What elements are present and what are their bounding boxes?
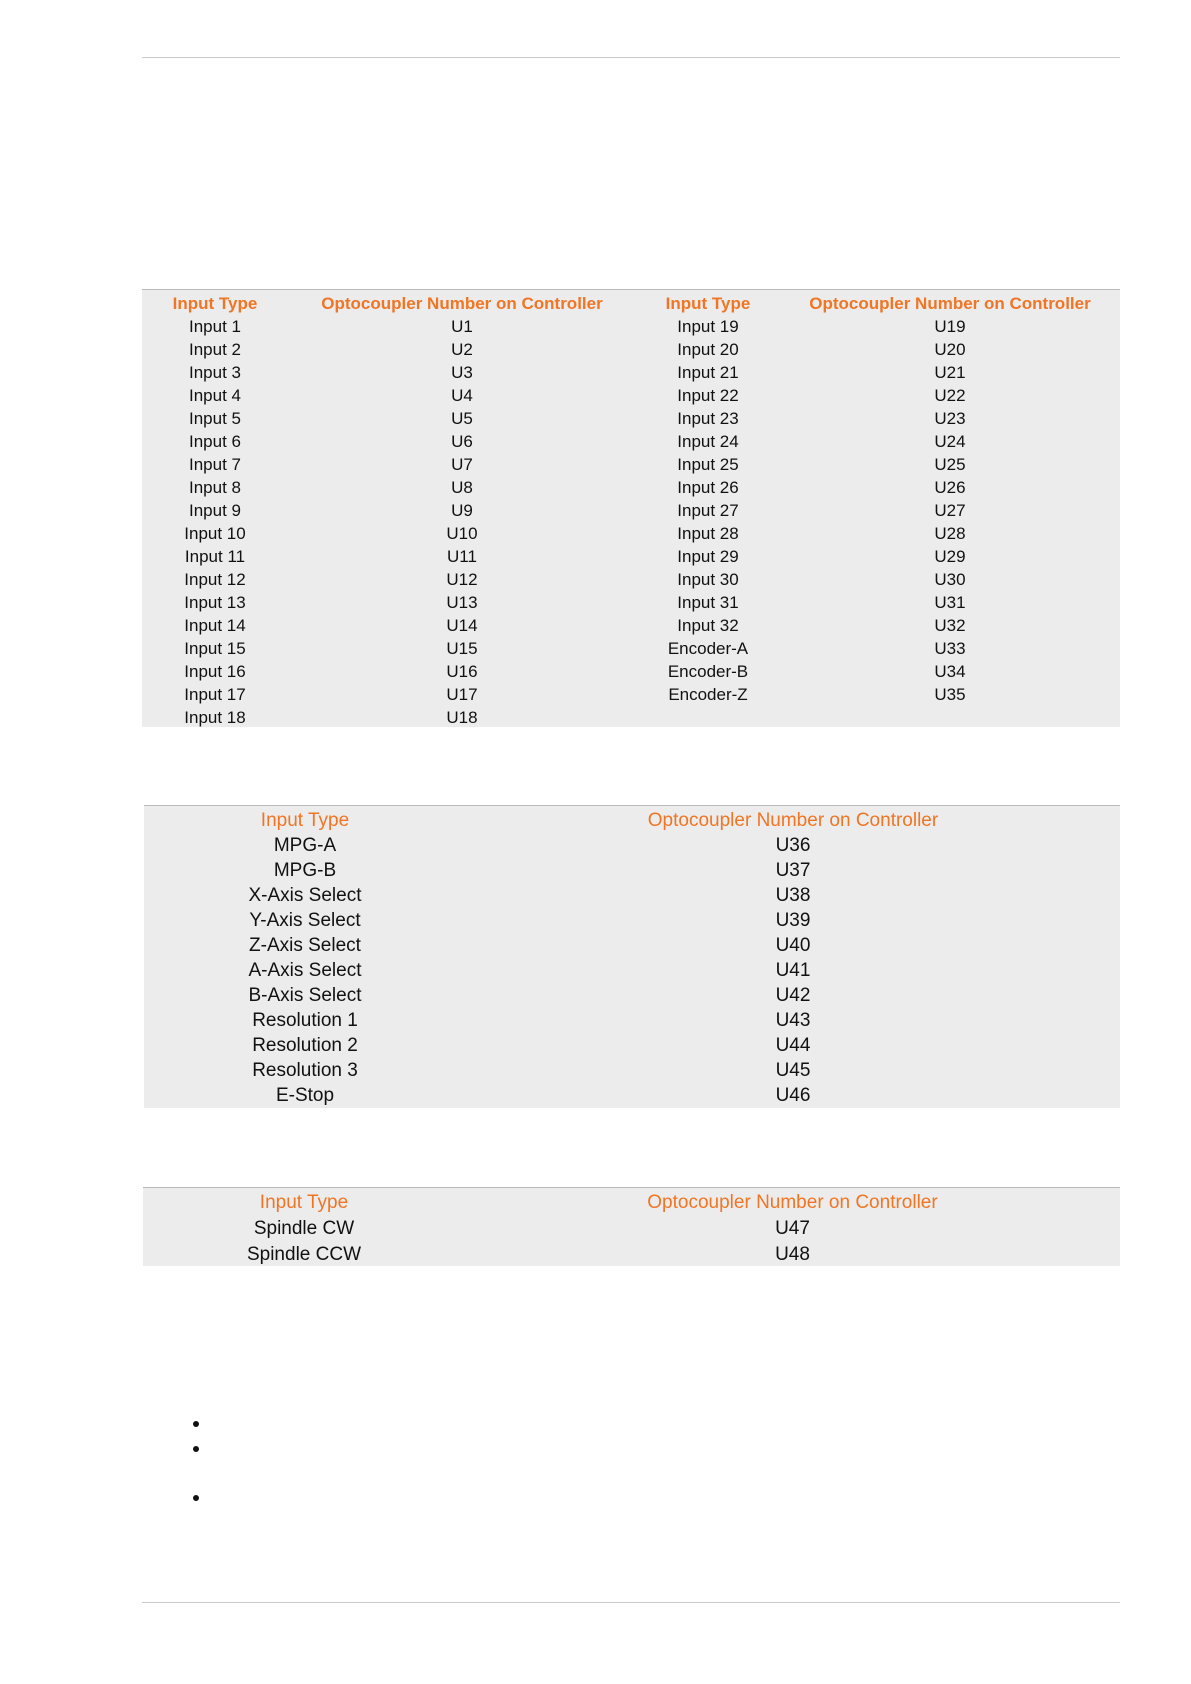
table-cell: Encoder-A — [667, 639, 749, 658]
table-cell: U37 — [775, 860, 811, 881]
table-cell: U6 — [451, 432, 473, 451]
table-cell: Input 20 — [677, 340, 739, 359]
table-cell: MPG-B — [273, 860, 337, 881]
table-row — [142, 407, 1120, 430]
table-row — [144, 908, 1120, 933]
table-cell: Resolution 2 — [252, 1035, 358, 1056]
column-header: Input Type — [172, 294, 258, 313]
table-cell — [636, 706, 780, 729]
table-cell: E-Stop — [275, 1085, 335, 1106]
table-cell: U16 — [446, 662, 478, 681]
table-cell: U2 — [451, 340, 473, 359]
table-cell: U47 — [775, 1218, 810, 1239]
table-cell: U22 — [934, 386, 966, 405]
table-cell: U43 — [775, 1010, 811, 1031]
table-cell: U41 — [775, 960, 811, 981]
table-cell: Input 27 — [677, 501, 739, 520]
table-cell: Spindle CCW — [246, 1244, 362, 1265]
table-cell: Resolution 3 — [252, 1060, 358, 1081]
table-cell: B-Axis Select — [248, 985, 362, 1006]
table-cell: U25 — [934, 455, 966, 474]
header-rule — [142, 57, 1120, 58]
table-cell: U8 — [451, 478, 473, 497]
table-row — [142, 545, 1120, 568]
table-cell: Input 8 — [189, 478, 241, 497]
table-cell: Encoder-Z — [668, 685, 748, 704]
column-header: Input Type — [260, 810, 350, 831]
table-cell: U44 — [775, 1035, 811, 1056]
list-bullet — [193, 1421, 199, 1427]
table-cell: Input 14 — [184, 616, 246, 635]
table-cell: Input 25 — [677, 455, 739, 474]
list-bullet — [193, 1446, 199, 1452]
table-cell: U4 — [451, 386, 473, 405]
table-cell: Input 15 — [184, 639, 246, 658]
table-row — [144, 1058, 1120, 1083]
table-cell: Input 28 — [677, 524, 739, 543]
table-cell: U45 — [775, 1060, 811, 1081]
column-header: Optocoupler Number on Controller — [647, 810, 939, 831]
table-cell: Input 11 — [184, 547, 246, 566]
table-cell: U34 — [934, 662, 966, 681]
table-cell: U12 — [446, 570, 478, 589]
table-row — [144, 833, 1120, 858]
table-cell: U1 — [451, 317, 473, 336]
table-cell: Input 1 — [189, 317, 241, 336]
table-cell: Input 5 — [189, 409, 241, 428]
table-cell: U48 — [775, 1244, 810, 1265]
table-cell: U24 — [934, 432, 966, 451]
table-cell: U32 — [934, 616, 966, 635]
table-cell: Input 24 — [677, 432, 739, 451]
input-optocoupler-table — [142, 289, 1120, 727]
table-cell: Input 16 — [184, 662, 246, 681]
table-row — [144, 883, 1120, 908]
table-row — [142, 614, 1120, 637]
table-cell: Input 30 — [677, 570, 739, 589]
table-row — [144, 1083, 1120, 1108]
column-header: Input Type — [259, 1192, 349, 1213]
table-cell: U33 — [934, 639, 966, 658]
table-row — [144, 933, 1120, 958]
table-cell: U7 — [451, 455, 473, 474]
table-cell: U23 — [934, 409, 966, 428]
table-cell: Y-Axis Select — [249, 910, 361, 931]
table-header-row — [142, 292, 1120, 315]
table-cell: U28 — [934, 524, 966, 543]
table-cell: U13 — [446, 593, 478, 612]
table-cell: Input 3 — [189, 363, 241, 382]
column-header: Input Type — [665, 294, 751, 313]
table-cell: U9 — [451, 501, 473, 520]
table-row — [142, 384, 1120, 407]
table-cell: U42 — [775, 985, 811, 1006]
table-row — [144, 1033, 1120, 1058]
table-cell: A-Axis Select — [248, 960, 362, 981]
table-cell: Input 12 — [184, 570, 246, 589]
table-cell: U27 — [934, 501, 966, 520]
table-cell: X-Axis Select — [248, 885, 362, 906]
table-row — [142, 522, 1120, 545]
table-row — [143, 1216, 1120, 1242]
table-cell: U19 — [934, 317, 966, 336]
table-cell: U20 — [934, 340, 966, 359]
table-cell: U31 — [934, 593, 966, 612]
table-cell: Input 21 — [677, 363, 739, 382]
table-cell: MPG-A — [273, 835, 337, 856]
table-cell: U10 — [446, 524, 478, 543]
table-cell: U35 — [934, 685, 966, 704]
table-cell: Input 10 — [184, 524, 246, 543]
table-cell: Input 26 — [677, 478, 739, 497]
table-header-row — [144, 808, 1120, 833]
table-row — [142, 315, 1120, 338]
table-cell: U46 — [775, 1085, 811, 1106]
table-cell: Input 13 — [184, 593, 246, 612]
table-cell: U11 — [447, 547, 477, 566]
column-header: Optocoupler Number on Controller — [321, 294, 603, 313]
table-row — [142, 361, 1120, 384]
table-row — [142, 499, 1120, 522]
table-cell: Input 19 — [677, 317, 739, 336]
table-row — [143, 1242, 1120, 1268]
table-cell: U40 — [775, 935, 811, 956]
column-header: Optocoupler Number on Controller — [809, 294, 1091, 313]
table-row — [142, 338, 1120, 361]
table-row — [142, 476, 1120, 499]
table-cell: U38 — [775, 885, 811, 906]
table-cell: U29 — [934, 547, 966, 566]
table-row — [144, 1008, 1120, 1033]
table-cell: Input 22 — [677, 386, 739, 405]
table-cell: Input 23 — [677, 409, 739, 428]
table-cell: U14 — [446, 616, 478, 635]
table-cell: Input 9 — [189, 501, 241, 520]
table-cell: U18 — [446, 708, 478, 727]
list-bullet — [193, 1495, 199, 1501]
table-cell: Input 7 — [189, 455, 241, 474]
table-cell — [780, 706, 1120, 729]
table-row — [142, 430, 1120, 453]
table-cell: Input 4 — [189, 386, 241, 405]
table-cell: U5 — [451, 409, 473, 428]
table-row — [142, 591, 1120, 614]
table-row — [142, 637, 1120, 660]
mpg-optocoupler-table — [144, 805, 1120, 1108]
table-row — [144, 958, 1120, 983]
table-row — [142, 706, 1120, 729]
table-cell: Input 18 — [184, 708, 246, 727]
table-cell: U17 — [446, 685, 478, 704]
table-cell: U26 — [934, 478, 966, 497]
table-cell: U15 — [446, 639, 478, 658]
table-row — [142, 683, 1120, 706]
column-header: Optocoupler Number on Controller — [647, 1192, 938, 1213]
table-cell: Input 32 — [677, 616, 739, 635]
table-row — [144, 858, 1120, 883]
table-cell: U30 — [934, 570, 966, 589]
table-cell: U3 — [451, 363, 473, 382]
table-row — [144, 983, 1120, 1008]
table-cell: Spindle CW — [253, 1218, 355, 1239]
table-cell: Encoder-B — [667, 662, 749, 681]
table-cell: Input 2 — [189, 340, 241, 359]
table-cell: Input 17 — [184, 685, 246, 704]
spindle-optocoupler-table — [143, 1187, 1120, 1266]
table-cell: Input 31 — [677, 593, 739, 612]
table-cell: Input 6 — [189, 432, 241, 451]
table-cell: U36 — [775, 835, 811, 856]
table-cell: U21 — [934, 363, 966, 382]
footer-rule — [142, 1602, 1120, 1603]
table-row — [142, 568, 1120, 591]
table-cell: Input 29 — [677, 547, 739, 566]
table-cell: Z-Axis Select — [249, 935, 361, 956]
table-header-row — [143, 1190, 1120, 1216]
table-cell: U39 — [775, 910, 811, 931]
table-row — [142, 453, 1120, 476]
table-cell: Resolution 1 — [252, 1010, 358, 1031]
table-row — [142, 660, 1120, 683]
